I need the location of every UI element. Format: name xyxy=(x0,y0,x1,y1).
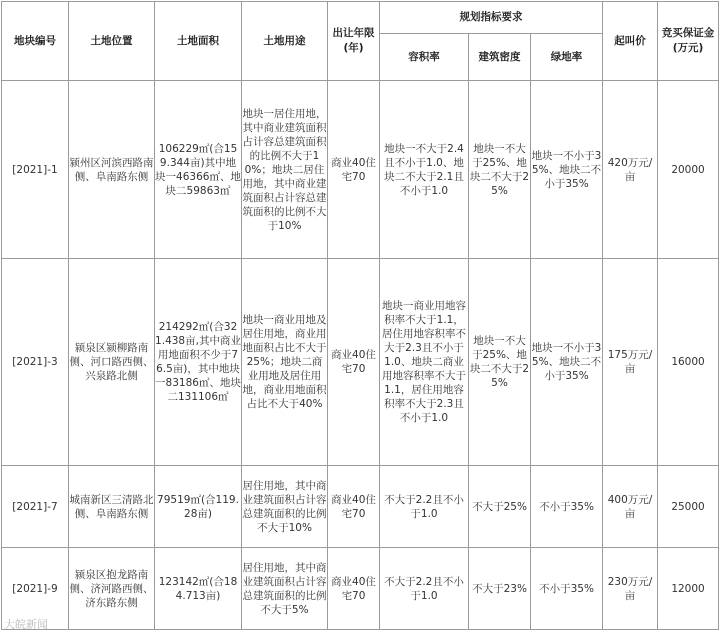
cell-use: 地块一商业用地及居住用地，商业用地面积占比不大于25%；地块二商业用地及居住用地，商业用地面积占比不大于40% xyxy=(242,259,328,466)
cell-area: 106229㎡(合159.344亩)其中地块一46366㎡、地块二59863㎡ xyxy=(155,81,242,259)
cell-location: 颍泉区颍柳路南侧、河口路西侧、兴泉路北侧 xyxy=(69,259,155,466)
cell-density: 地块一不大于25%、地块二不大于25% xyxy=(469,259,531,466)
cell-id: [2021]-9 xyxy=(2,548,69,630)
cell-green: 不小于35% xyxy=(531,466,603,548)
cell-far: 不大于2.2且不小于1.0 xyxy=(380,548,469,630)
cell-green: 不小于35% xyxy=(531,548,603,630)
watermark: 大皖新闻 xyxy=(4,618,48,631)
cell-term: 商业40住宅70 xyxy=(328,466,380,548)
header-id: 地块编号 xyxy=(2,2,69,81)
header-use: 土地用途 xyxy=(242,2,328,81)
header-area: 土地面积 xyxy=(155,2,242,81)
cell-term: 商业40住宅70 xyxy=(328,81,380,259)
table-row xyxy=(2,81,719,259)
cell-far: 地块一商业用地容积率不大于1.1，居住用地容积率不大于2.3且不小于1.0、地块二商业用地容积率不大于1.1，居住用地容积率不大于2.3且不小于1.0 xyxy=(380,259,469,466)
cell-density: 不大于25% xyxy=(469,466,531,548)
table-row xyxy=(2,466,719,548)
cell-start-price: 420万元/亩 xyxy=(603,81,658,259)
cell-use: 地块一居住用地，其中商业建筑面积占计容总建筑面积的比例不大于10%；地块二居住用地，其中商业建筑面积占计容总建筑面积的比例不大于10% xyxy=(242,81,328,259)
cell-density: 地块一不大于25%、地块二不大于25% xyxy=(469,81,531,259)
header-density: 建筑密度 xyxy=(469,34,531,81)
cell-density: 不大于23% xyxy=(469,548,531,630)
cell-use: 居住用地，其中商业建筑面积占计容总建筑面积的比例不大于5% xyxy=(242,548,328,630)
cell-id: [2021]-1 xyxy=(2,81,69,259)
land-auction-table xyxy=(1,1,719,630)
cell-green: 地块一不小于35%、地块二不小于35% xyxy=(531,259,603,466)
header-planning-group: 规划指标要求 xyxy=(380,2,603,34)
header-location: 土地位置 xyxy=(69,2,155,81)
cell-deposit: 16000 xyxy=(658,259,719,466)
cell-start-price: 230万元/亩 xyxy=(603,548,658,630)
table-row xyxy=(2,548,719,630)
cell-location: 城南新区三清路北侧、阜南路东侧 xyxy=(69,466,155,548)
header-far: 容积率 xyxy=(380,34,469,81)
cell-location: 颍泉区抱龙路南侧、济河路西侧、济东路东侧 xyxy=(69,548,155,630)
cell-term: 商业40住宅70 xyxy=(328,548,380,630)
header-deposit: 竞买保证金(万元) xyxy=(658,2,719,81)
cell-use: 居住用地，其中商业建筑面积占计容总建筑面积的比例不大于10% xyxy=(242,466,328,548)
cell-deposit: 12000 xyxy=(658,548,719,630)
table-row xyxy=(2,259,719,466)
header-green: 绿地率 xyxy=(531,34,603,81)
cell-far: 地块一不大于2.4且不小于1.0、地块二不大于2.1且不小于1.0 xyxy=(380,81,469,259)
cell-area: 123142㎡(合184.713亩) xyxy=(155,548,242,630)
header-term: 出让年限(年) xyxy=(328,2,380,81)
cell-green: 地块一不小于35%、地块二不小于35% xyxy=(531,81,603,259)
cell-start-price: 175万元/亩 xyxy=(603,259,658,466)
cell-location: 颍州区河滨西路南侧、阜南路东侧 xyxy=(69,81,155,259)
cell-start-price: 400万元/亩 xyxy=(603,466,658,548)
cell-term: 商业40住宅70 xyxy=(328,259,380,466)
cell-far: 不大于2.2且不小于1.0 xyxy=(380,466,469,548)
cell-area: 79519㎡(合119.28亩) xyxy=(155,466,242,548)
header-start-price: 起叫价 xyxy=(603,2,658,81)
cell-deposit: 25000 xyxy=(658,466,719,548)
cell-area: 214292㎡(合321.438亩,其中商业用地面积不少于76.5亩)，其中地块一83186㎡、地块二131106㎡ xyxy=(155,259,242,466)
cell-deposit: 20000 xyxy=(658,81,719,259)
cell-id: [2021]-3 xyxy=(2,259,69,466)
cell-id: [2021]-7 xyxy=(2,466,69,548)
